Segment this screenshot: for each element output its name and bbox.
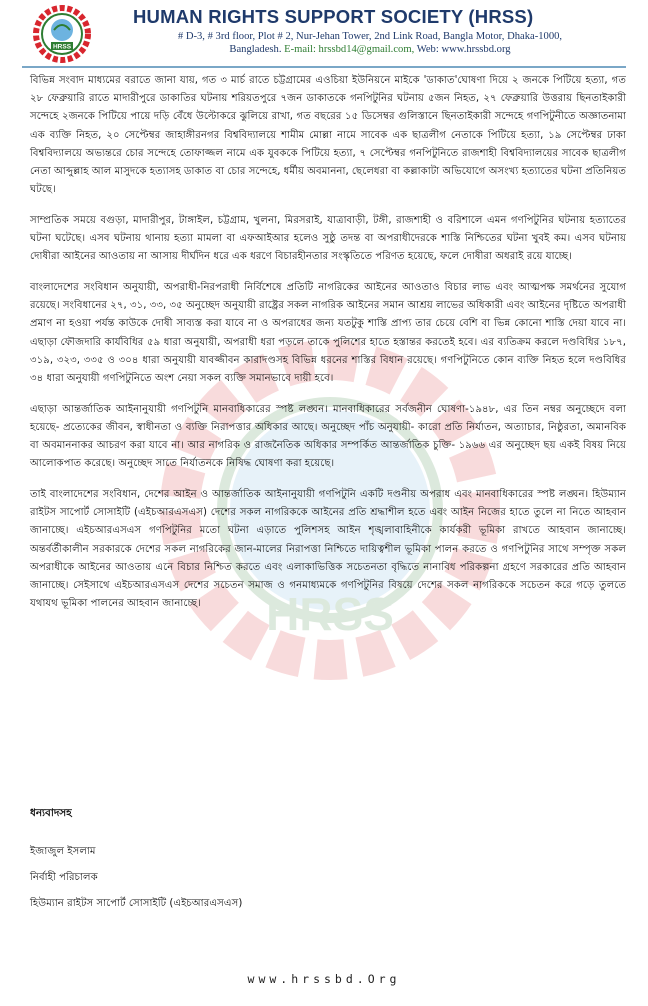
hrss-logo-icon (32, 4, 92, 64)
watermark-text: HRSS (266, 588, 394, 640)
body-paragraph-4: এছাড়া আন্তর্জাতিক আইনানুযায়ী গণপিটুনি মানবাধিকারের স্পষ্ট লঙ্ঘন। মানবাধিকারের সর্বজনীন ঘোষণা-১৯৪৮, এর তিন নম্বর অনুচ্ছেদে বলা হয়েছে- প্রত্যেকের জীবন, স্বাধীনতা ও ব্যক্তি নিরাপত্তার অধিকার আছে। অনুচ্ছেদ পাঁচ অনুযায়ী- কারো প্রতি নির্যাতন, অত্যাচার, নিষ্ঠুরতা, অমানবিক বা অবমাননাকর আচরণ করা যাবে না। আর নাগরিক ও রাজনৈতিক অধিকার সম্পর্কিত আন্তর্জাতিক চুক্তি- ১৯৬৬ এর অনুচ্ছেদ ছয় একই বিষয় নিয়ে আলোকপাত করেছে। অনুচ্ছেদ সাতে নির্যাতনকে নিষিদ্ধ ঘোষণা করা হয়েছে। (30, 403, 626, 470)
signatory-organization: হিউম্যান রাইটস সাপোর্ট সোসাইটি (এইচআরএসএস) (30, 898, 243, 909)
body-paragraph-1: বিভিন্ন সংবাদ মাধ্যমের বরাতে জানা যায়, গত ৩ মার্চ রাতে চট্টগ্রামের এওচিয়া ইউনিয়নে মাইকে 'ডাকাত'ঘোষণা দিয়ে ২ জনকে পিটিয়ে হত্যা, গত ২৮ ফেব্রুয়ারি রাতে মাদারীপুরে ডাকাতির ঘটনায় শরিয়তপুরে ৭জন ডাকাতকে গনপিটুনির ঘটনায় ৫জন নিহত, ২৭ ফেব্রুয়ারি উত্তরায় ছিনতাইকারী সন্দেহে ২জনকে পিটিয়ে পায়ে দড়ি বেঁধে উল্টোকরে ঝুলিয়ে রাখা, গত বছরের ১৫ ডিসেম্বর গুলিস্তানে ছিনতাইকারী সন্দেহে গণপিটুনীতে অজ্ঞাতনামা এক ব্যক্তি নিহত, ২০ সেপ্টেম্বর জাহাঙ্গীরনগর বিশ্ববিদ্যালয়ে শামীম মোল্লা নামে সাবেক এক ছাত্রলীগ নেতাকে পিটিয়ে হত্যা, ১৯ সেপ্টেম্বর ঢাকা বিশ্ববিদ্যালয়ে অভ্যন্তরে চোর সন্দেহে তোফাজ্জল নামে এক যুবককে পিটিয়ে হত্যা, ৭ সেপ্টেম্বর গনপিটুনিতে রাজশাহী বিশ্ববিদ্যালয়ের সাবেক ছাত্রলীগ নেতা আব্দুল্লাহ আল মাসুদকে হত্যাসহ ডাকাত বা চোর সন্দেহে, ধর্মীয় অবমাননা, ছেলেধরা বা কল্লাকাটা অভিযোগে অসংখ্য হত্যাতের ঘটনা প্রতিনিয়ত ঘটছে। (30, 75, 626, 196)
organization-address (110, 30, 630, 56)
address-country: Bangladesh. (229, 44, 282, 55)
footer-website[interactable]: www.hrssbd.Org (247, 972, 401, 986)
body-paragraph-5: তাই বাংলাদেশের সংবিধান, দেশের আইন ও আন্তর্জাতিক আইনানুযায়ী গণপিটুনি একটি দণ্ডনীয় অপরাধ এবং মানবাধিকারের স্পষ্ট লঙ্ঘন। হিউম্যান রাইটস সাপোর্ট সোসাইটি (এইচআরএসএস) দেশের সকল নাগরিককে আইনের প্রতি শ্রদ্ধাশীল হতে এবং আইন নিজের হাতে তুলে না নিতে আহবান জানাচ্ছে। এইচআরএসএস গণপিটুনির মতো ঘটনা এড়াতে পুলিশসহ আইন শৃঙ্খলাবাহিনীকে কার্যকরী ভূমিকা রাখতে আহবান জানাচ্ছে। অন্তর্বর্তীকালীন সরকারকে দেশের সকল নাগরিকের জান-মালের নিরাপত্তা নিশ্চিতে দায়িত্বশীল ভূমিকা পালন করতে ও গণপিটুনির সাথে সম্পৃক্ত সকল অপরাধীকে আইনের আওতায় এনে বিচার নিশ্চিত করতে এবং এলাকাভিত্তিক সচেতনতা বৃদ্ধিতে নানাবিধ পরিকল্পনা গ্রহণে সরকারের প্রতি আহবান জানাচ্ছে। সেইসাথে এইচআরএসএস দেশের সচেতন সমাজ ও গনমাধ্যমকে গণপিটুনির বিষয়ে দেশের সকল নাগরিককে সচেতন করে গড়ে তুলতে যথাযথ ভূমিকা পালনের আহবান জানাচ্ছে। (30, 489, 626, 610)
signatory-name: ইজাজুল ইসলাম (30, 846, 96, 857)
email-link[interactable]: E-mail: hrssbd14@gmail.com, (284, 44, 415, 55)
letterhead-header (0, 0, 648, 66)
letter-body (30, 72, 626, 626)
header-divider (22, 66, 626, 68)
organization-name: HUMAN RIGHTS SUPPORT SOCIETY (HRSS) (133, 6, 534, 27)
body-paragraph-3: বাংলাদেশের সংবিধান অনুযায়ী, অপরাধী-নিরপরাধী নির্বিশেষে প্রতিটি নাগরিকের আইনের আওতাও বিচার লাভ এবং আত্মপক্ষ সমর্থনের সুযোগ রয়েছে। সংবিধানের ২৭, ৩১, ৩৩, ৩৫ অনুচ্ছেদ অনুযায়ী রাষ্ট্রের সকল নাগরিক আইনের সমান আশ্রয় লাভের অধিকারী এবং আইনের দৃষ্টিতে অপরাধী প্রমাণ না হওয়া পর্যন্ত কাউকে দোষী সাব্যস্ত করা যাবে না ও অপরাধের জন্য যতটুকু শাস্তি প্রাপ্য তার চেয়ে বেশি বা ভিন্ন কোনো শাস্তি দেয়া যাবে না। এছাড়া ফৌজদারি কার্যবিধির ৫৯ ধারা অনুযায়ী, অপরাধী ধরা পড়লে তাকে পুলিশের হাতে হস্তান্তর করতেই হবে। এর ব্যতিক্রম করলে দণ্ডবিধির ১৮৭, ৩১৯, ৩২৩, ৩৩৫ ও ৩০৪ ধারা অনুযায়ী যাবজ্জীবন কারাদণ্ডসহ বিভিন্ন ধরনের শাস্তির বিধান রয়েছে। গণপিটুনিতে কোন ব্যক্তি নিহত হলে দণ্ডবিধির ৩৪ ধারা অনুযায়ী গণপিটুনিতে অংশ নেয়া সকল ব্যক্তি সমানভাবে দায়ী হবে। (30, 282, 626, 385)
logo-acronym: HRSS (52, 43, 72, 51)
closing-thanks: ধন্যবাদসহ (30, 807, 72, 819)
signature-block (30, 806, 626, 923)
address-line-1: # D-3, # 3rd floor, Plot # 2, Nur-Jehan Tower, 2nd Link Road, Bangla Motor, Dhaka-1000, (177, 31, 563, 42)
signatory-designation: নির্বাহী পরিচালক (30, 872, 98, 883)
website-link[interactable]: Web: www.hrssbd.org (416, 44, 511, 55)
body-paragraph-2: সাম্প্রতিক সময়ে বগুড়া, মাদারীপুর, টাঙ্গাইল, চট্টগ্রাম, খুলনা, মিরসরাই, যাত্রাবাড়ী, টঙ্গী, রাজশাহী ও বরিশালে এমন গণপিটুনির ঘটনায় হত্যাতের ঘটনা ঘটেছে। এসব ঘটনায় থানায় হত্যা মামলা বা এফআইআর হলেও সুষ্ঠু তদন্ত বা অপরাধীদেরকে শাস্তি নিশ্চিতের ঘটনা খুবই কম। এসব ঘটনায় দোষীরা আইনের আওতায় না আসায় দীর্ঘদিন ধরে এক ধরণে বিচারহীনতার সংস্কৃতিতে পরিণত হয়েছে, ফলে দোষীরা অধরাই রয়ে যাচ্ছে। (30, 214, 626, 263)
